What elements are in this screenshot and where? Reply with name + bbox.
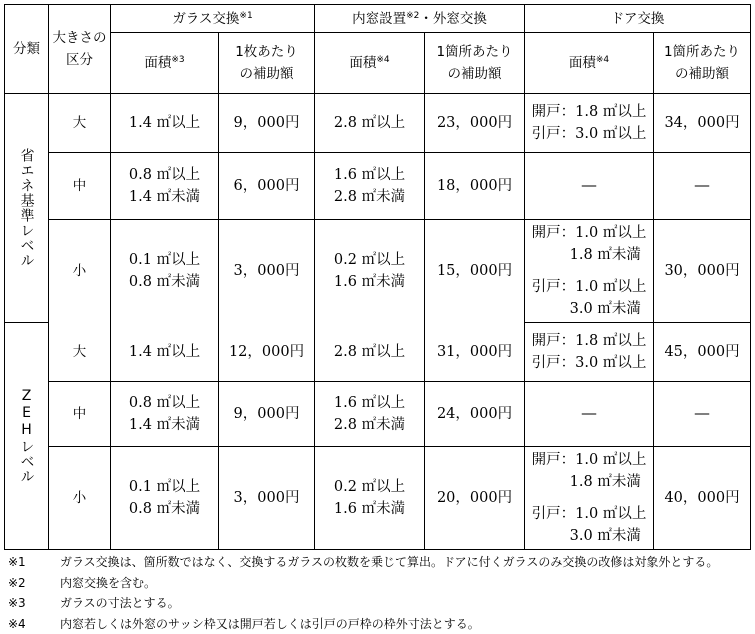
footnote: ※1 ガラス交換は、箇所数ではなく、交換するガラスの枚数を乗じて算出。ドアに付くガラスのみ交換の改修は対象外とする。 — [8, 555, 719, 569]
size-cell: 小 — [49, 446, 111, 549]
area-line: 0.2 ㎡以上 — [333, 252, 406, 269]
area-line: 1.4 ㎡未満 — [128, 188, 201, 205]
table-row — [5, 446, 751, 549]
glass-area-cell — [111, 152, 219, 219]
door-amount-cell: 40，000円 — [654, 446, 751, 549]
window-amount-cell: 24，000円 — [425, 381, 525, 446]
glass-area-cell — [111, 219, 219, 322]
footnotes — [8, 552, 747, 634]
window-amount-cell: 18，000円 — [425, 152, 525, 219]
area-line: 1.4 ㎡未満 — [128, 416, 201, 433]
door-area-line: 引戸：1.0 ㎡以上 — [531, 278, 647, 295]
door-area-line: 1.8 ㎡未満 — [569, 473, 641, 490]
header-category: 分類 — [5, 5, 49, 94]
area-line: 0.1 ㎡以上 — [128, 478, 201, 495]
glass-area-cell — [111, 381, 219, 446]
area-line: 0.1 ㎡以上 — [128, 252, 201, 269]
area-line: 1.6 ㎡未満 — [333, 500, 406, 517]
glass-area-cell — [111, 446, 219, 549]
table-row — [5, 323, 751, 382]
glass-amount-cell: 12，000円 — [219, 323, 315, 382]
size-cell: 中 — [49, 152, 111, 219]
header-window: 内窓設置$^{※2}$・外窓交換 — [315, 5, 525, 33]
area-line: 2.8 ㎡未満 — [333, 188, 406, 205]
category-zeh-level: ZEHレベル — [5, 323, 49, 550]
header-glass-area: 面積$^{※3}$ — [111, 33, 219, 94]
door-area-line: 3.0 ㎡未満 — [569, 527, 641, 544]
door-area-cell — [525, 323, 654, 382]
door-amount-cell: 34，000円 — [654, 94, 751, 153]
door-area-line: 開戸：1.8 ㎡以上 — [531, 332, 647, 349]
door-area-cell: ― — [525, 381, 654, 446]
door-area-cell — [525, 446, 654, 549]
area-line: 1.4 ㎡以上 — [128, 115, 201, 131]
glass-area-cell — [111, 94, 219, 153]
table-row — [5, 152, 751, 219]
header-glass-amount: 1枚あたり の補助額 — [219, 33, 315, 94]
door-area-line: 3.0 ㎡未満 — [569, 300, 641, 317]
size-cell: 大 — [49, 323, 111, 382]
area-line: 0.8 ㎡以上 — [128, 394, 201, 411]
area-line: 1.6 ㎡以上 — [333, 394, 406, 411]
area-line: 1.6 ㎡未満 — [333, 274, 406, 291]
window-amount-cell: 31，000円 — [425, 323, 525, 382]
table-row — [5, 381, 751, 446]
header-window-amount: 1箇所あたり の補助額 — [425, 33, 525, 94]
window-area-cell — [315, 219, 425, 322]
door-area-line: 開戸：1.8 ㎡以上 — [531, 104, 647, 120]
area-line: 1.4 ㎡以上 — [128, 343, 201, 360]
door-area-line: 引戸：3.0 ㎡以上 — [531, 126, 647, 142]
subsidy-table — [4, 4, 751, 550]
door-amount-cell: ― — [654, 152, 751, 219]
area-line: 0.8 ㎡未満 — [128, 274, 201, 291]
door-area-cell — [525, 219, 654, 322]
area-line: 0.2 ㎡以上 — [333, 478, 406, 495]
window-amount-cell: 23，000円 — [425, 94, 525, 153]
table-row — [5, 94, 751, 153]
door-amount-cell: ― — [654, 381, 751, 446]
header-door-amount: 1箇所あたり の補助額 — [654, 33, 751, 94]
glass-amount-cell: 3，000円 — [219, 219, 315, 322]
window-area-cell — [315, 381, 425, 446]
door-amount-cell: 30，000円 — [654, 219, 751, 322]
door-area-line: 引戸：1.0 ㎡以上 — [531, 505, 647, 522]
window-area-cell — [315, 446, 425, 549]
door-area-line: 引戸：3.0 ㎡以上 — [531, 354, 647, 371]
footnote: ※3 ガラスの寸法とする。 — [8, 596, 180, 610]
glass-amount-cell: 6，000円 — [219, 152, 315, 219]
size-cell: 小 — [49, 219, 111, 322]
door-amount-cell: 45，000円 — [654, 323, 751, 382]
header-glass: ガラス交換$^{※1}$ — [111, 5, 315, 33]
header-size: 大きさの 区分 — [49, 5, 111, 94]
area-line: 2.8 ㎡以上 — [333, 115, 406, 131]
header-door-area: 面積$^{※4}$ — [525, 33, 654, 94]
window-area-cell — [315, 152, 425, 219]
area-line: 0.8 ㎡未満 — [128, 500, 201, 517]
door-area-line: 開戸：1.0 ㎡以上 — [531, 451, 647, 468]
window-area-cell — [315, 94, 425, 153]
door-area-cell: ― — [525, 152, 654, 219]
header-window-area: 面積$^{※4}$ — [315, 33, 425, 94]
door-area-line: 1.8 ㎡未満 — [569, 246, 641, 263]
area-line: 2.8 ㎡以上 — [333, 343, 406, 360]
window-amount-cell: 20，000円 — [425, 446, 525, 549]
glass-amount-cell: 3，000円 — [219, 446, 315, 549]
glass-amount-cell: 9，000円 — [219, 94, 315, 153]
table-row — [5, 219, 751, 322]
door-area-line: 開戸：1.0 ㎡以上 — [531, 224, 647, 241]
footnote: ※4 内窓若しくは外窓のサッシ枠又は開戸若しくは引戸の戸枠の枠外寸法とする。 — [8, 616, 480, 631]
area-line: 2.8 ㎡未満 — [333, 416, 406, 433]
footnote: ※2 内窓交換を含む。 — [8, 575, 157, 590]
area-line: 1.6 ㎡以上 — [333, 166, 406, 183]
category-energy-level: 省エネ基準レベル — [5, 94, 49, 323]
door-area-cell — [525, 94, 654, 153]
glass-amount-cell: 9，000円 — [219, 381, 315, 446]
size-cell: 大 — [49, 94, 111, 153]
header-door: ドア交換 — [525, 5, 751, 33]
size-cell: 中 — [49, 381, 111, 446]
glass-area-cell — [111, 323, 219, 382]
window-amount-cell: 15，000円 — [425, 219, 525, 322]
window-area-cell — [315, 323, 425, 382]
area-line: 0.8 ㎡以上 — [128, 166, 201, 183]
